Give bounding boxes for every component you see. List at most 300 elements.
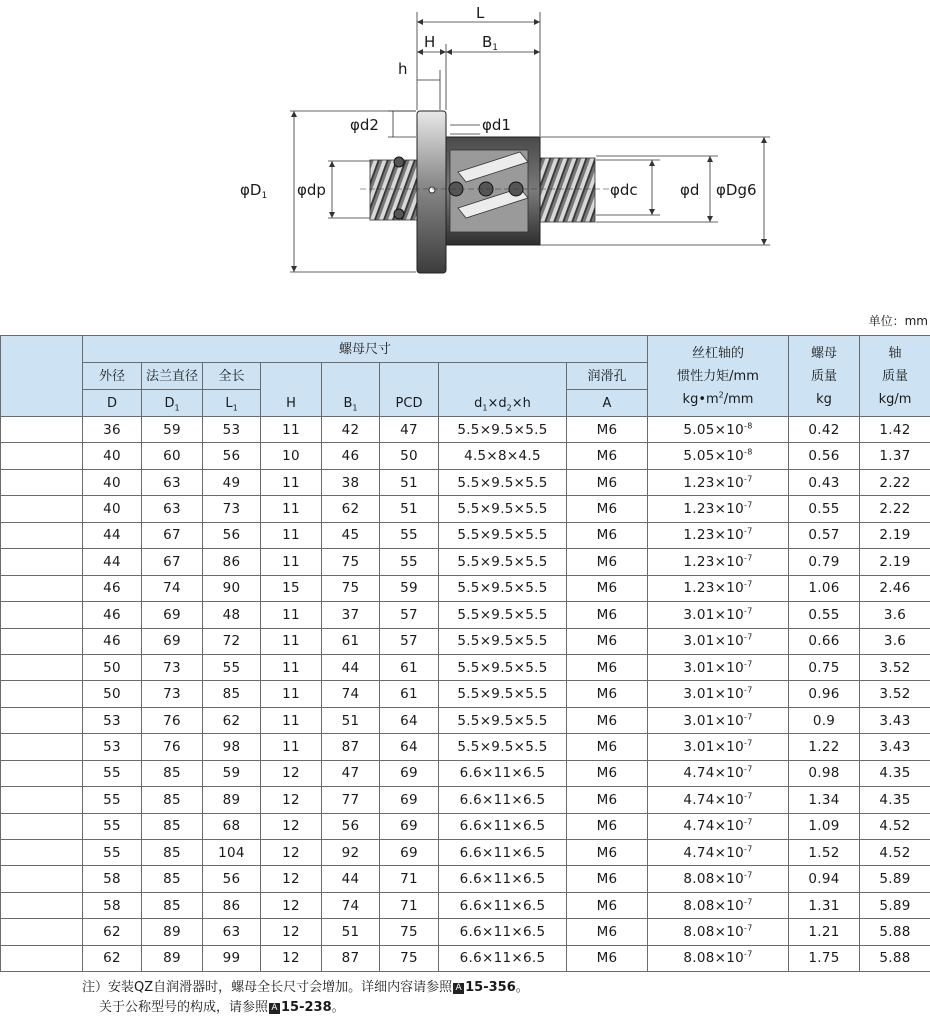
cell-h: 12 (261, 892, 322, 918)
cell-d: 55 (83, 813, 142, 839)
cell-nut-mass: 0.55 (789, 602, 860, 628)
cell-b1: 38 (322, 469, 380, 495)
cell-dh: 5.5×9.5×5.5 (439, 522, 567, 548)
cell-dh: 6.6×11×6.5 (439, 945, 567, 971)
cell-h: 11 (261, 707, 322, 733)
page-ref-icon: A (269, 1003, 280, 1014)
cell-shaft-mass: 5.88 (860, 945, 930, 971)
cell-a: M6 (567, 945, 648, 971)
cell-shaft-mass: 4.52 (860, 813, 930, 839)
cell-d1: 74 (142, 575, 203, 601)
cell-l1: 89 (203, 787, 261, 813)
cell-d1: 69 (142, 602, 203, 628)
table-row (1, 417, 930, 443)
col-D-header: 外径 (83, 363, 142, 390)
cell-nut-mass: 1.52 (789, 840, 860, 866)
cell-d: 40 (83, 496, 142, 522)
cell-a: M6 (567, 654, 648, 680)
cell-shaft-mass: 3.52 (860, 681, 930, 707)
model-cell (1, 734, 83, 760)
cell-h: 11 (261, 628, 322, 654)
cell-h: 12 (261, 866, 322, 892)
cell-inertia: $4.74\times 10^{-7}$ (648, 840, 789, 866)
cell-d: 58 (83, 892, 142, 918)
cell-l1: 56 (203, 522, 261, 548)
cell-shaft-mass: 3.6 (860, 628, 930, 654)
table-row (1, 707, 930, 733)
cell-b1: 45 (322, 522, 380, 548)
cell-inertia: $1.23\times 10^{-7}$ (648, 575, 789, 601)
col-L1-header: 全长 (203, 363, 261, 390)
cell-h: 12 (261, 919, 322, 945)
cell-d1: 85 (142, 840, 203, 866)
cell-h: 11 (261, 602, 322, 628)
col-A-header: 润滑孔 (567, 363, 648, 390)
cell-b1: 51 (322, 707, 380, 733)
cell-d: 58 (83, 866, 142, 892)
cell-d: 62 (83, 919, 142, 945)
cell-dh: 5.5×9.5×5.5 (439, 575, 567, 601)
model-cell (1, 549, 83, 575)
cell-b1: 46 (322, 443, 380, 469)
cell-h: 12 (261, 813, 322, 839)
cell-b1: 87 (322, 945, 380, 971)
cell-dh: 6.6×11×6.5 (439, 892, 567, 918)
cell-b1: 87 (322, 734, 380, 760)
cell-b1: 61 (322, 628, 380, 654)
dim-dc-label: φdc (610, 181, 638, 199)
cell-nut-mass: 0.9 (789, 707, 860, 733)
model-cell (1, 681, 83, 707)
col-L1-symbol: $L_1$ (203, 390, 261, 417)
cell-nut-mass: 0.43 (789, 469, 860, 495)
cell-a: M6 (567, 787, 648, 813)
cell-l1: 85 (203, 681, 261, 707)
cell-dh: 5.5×9.5×5.5 (439, 549, 567, 575)
cell-shaft-mass: 2.19 (860, 522, 930, 548)
cell-l1: 56 (203, 866, 261, 892)
cell-d: 46 (83, 602, 142, 628)
cell-inertia: $1.23\times 10^{-7}$ (648, 549, 789, 575)
cell-d: 50 (83, 681, 142, 707)
cell-a: M6 (567, 417, 648, 443)
cell-d: 36 (83, 417, 142, 443)
cell-pcd: 61 (380, 681, 439, 707)
cell-h: 12 (261, 760, 322, 786)
cell-shaft-mass: 3.43 (860, 734, 930, 760)
cell-b1: 42 (322, 417, 380, 443)
table-row (1, 813, 930, 839)
cell-d1: 85 (142, 813, 203, 839)
cell-b1: 51 (322, 919, 380, 945)
cell-l1: 98 (203, 734, 261, 760)
table-row (1, 443, 930, 469)
cell-dh: 5.5×9.5×5.5 (439, 628, 567, 654)
cell-a: M6 (567, 628, 648, 654)
table-row (1, 602, 930, 628)
cell-inertia: $3.01\times 10^{-7}$ (648, 602, 789, 628)
cell-nut-mass: 1.31 (789, 892, 860, 918)
cell-d1: 59 (142, 417, 203, 443)
col-D-symbol: D (83, 390, 142, 417)
cell-shaft-mass: 3.52 (860, 654, 930, 680)
cell-shaft-mass: 1.42 (860, 417, 930, 443)
cell-b1: 77 (322, 787, 380, 813)
cell-inertia: $3.01\times 10^{-7}$ (648, 707, 789, 733)
cell-b1: 37 (322, 602, 380, 628)
cell-d1: 89 (142, 945, 203, 971)
col-B1-header: $B_1$ (322, 363, 380, 417)
cell-dh: 6.6×11×6.5 (439, 840, 567, 866)
cell-dh: 4.5×8×4.5 (439, 443, 567, 469)
cell-dh: 5.5×9.5×5.5 (439, 602, 567, 628)
cell-a: M6 (567, 866, 648, 892)
cell-nut-mass: 0.94 (789, 866, 860, 892)
cell-h: 11 (261, 522, 322, 548)
cell-shaft-mass: 1.37 (860, 443, 930, 469)
cell-h: 11 (261, 496, 322, 522)
cell-dh: 5.5×9.5×5.5 (439, 707, 567, 733)
cell-l1: 63 (203, 919, 261, 945)
cell-shaft-mass: 2.19 (860, 549, 930, 575)
cell-d1: 67 (142, 522, 203, 548)
model-cell (1, 443, 83, 469)
dim-H-label: H (424, 33, 436, 51)
col-PCD-header: PCD (380, 363, 439, 417)
cell-l1: 86 (203, 892, 261, 918)
table-row (1, 919, 930, 945)
cell-nut-mass: 0.57 (789, 522, 860, 548)
dim-d1-label: φd1 (482, 116, 511, 134)
cell-shaft-mass: 5.89 (860, 866, 930, 892)
cell-h: 10 (261, 443, 322, 469)
cell-l1: 68 (203, 813, 261, 839)
cell-a: M6 (567, 522, 648, 548)
cell-inertia: $4.74\times 10^{-7}$ (648, 760, 789, 786)
col-D1-symbol: $D_1$ (142, 390, 203, 417)
cell-nut-mass: 1.75 (789, 945, 860, 971)
cell-shaft-mass: 4.35 (860, 787, 930, 813)
cell-h: 11 (261, 734, 322, 760)
dim-B1-label: $B_1$ (482, 33, 499, 53)
cell-inertia: $1.23\times 10^{-7}$ (648, 469, 789, 495)
note-line-1: 注）安装QZ自润滑器时，螺母全长尺寸会增加。详细内容请参照 A 15-356。 (82, 980, 529, 995)
cell-shaft-mass: 5.89 (860, 892, 930, 918)
cell-l1: 72 (203, 628, 261, 654)
model-cell (1, 813, 83, 839)
cell-a: M6 (567, 707, 648, 733)
notes (82, 978, 529, 1018)
cell-dh: 6.6×11×6.5 (439, 760, 567, 786)
cell-d: 50 (83, 654, 142, 680)
cell-d: 46 (83, 628, 142, 654)
cell-d1: 73 (142, 654, 203, 680)
table-row (1, 840, 930, 866)
cell-d1: 85 (142, 760, 203, 786)
model-cell (1, 919, 83, 945)
spec-table-body (1, 417, 930, 972)
cell-d: 46 (83, 575, 142, 601)
cell-inertia: $1.23\times 10^{-7}$ (648, 496, 789, 522)
cell-l1: 86 (203, 549, 261, 575)
ball-screw-nut-drawing (0, 0, 930, 300)
dim-L-label: L (476, 4, 485, 22)
cell-nut-mass: 0.66 (789, 628, 860, 654)
cell-pcd: 69 (380, 787, 439, 813)
table-row (1, 866, 930, 892)
cell-inertia: $8.08\times 10^{-7}$ (648, 892, 789, 918)
cell-h: 11 (261, 549, 322, 575)
cell-h: 11 (261, 469, 322, 495)
col-H-header: H (261, 363, 322, 417)
model-cell (1, 707, 83, 733)
cell-nut-mass: 0.98 (789, 760, 860, 786)
screw-thread-right (540, 158, 595, 222)
model-cell (1, 840, 83, 866)
cell-pcd: 71 (380, 892, 439, 918)
cell-h: 12 (261, 945, 322, 971)
cell-h: 12 (261, 787, 322, 813)
cell-inertia: $5.05\times 10^{-8}$ (648, 443, 789, 469)
shaft-mass-header: 轴 质量 kg/m (860, 336, 930, 417)
cell-pcd: 50 (380, 443, 439, 469)
model-cell (1, 469, 83, 495)
cell-dh: 5.5×9.5×5.5 (439, 681, 567, 707)
cell-pcd: 51 (380, 469, 439, 495)
cell-d1: 63 (142, 469, 203, 495)
cell-l1: 99 (203, 945, 261, 971)
cell-nut-mass: 0.96 (789, 681, 860, 707)
cell-h: 11 (261, 654, 322, 680)
cell-pcd: 59 (380, 575, 439, 601)
model-cell (1, 575, 83, 601)
nut-mass-header: 螺母 质量 kg (789, 336, 860, 417)
model-cell (1, 787, 83, 813)
cell-dh: 6.6×11×6.5 (439, 787, 567, 813)
col-A-symbol: A (567, 390, 648, 417)
cell-d: 44 (83, 549, 142, 575)
cell-a: M6 (567, 760, 648, 786)
dim-dp-label: φdp (297, 181, 326, 199)
cell-pcd: 61 (380, 654, 439, 680)
cell-dh: 5.5×9.5×5.5 (439, 417, 567, 443)
cell-l1: 62 (203, 707, 261, 733)
table-row (1, 787, 930, 813)
spec-table (0, 335, 930, 972)
cell-d1: 85 (142, 866, 203, 892)
cell-a: M6 (567, 575, 648, 601)
table-row (1, 734, 930, 760)
cell-h: 11 (261, 417, 322, 443)
table-row (1, 496, 930, 522)
cell-d1: 63 (142, 496, 203, 522)
cell-b1: 62 (322, 496, 380, 522)
cell-nut-mass: 0.56 (789, 443, 860, 469)
cell-pcd: 75 (380, 945, 439, 971)
cell-nut-mass: 0.79 (789, 549, 860, 575)
cell-pcd: 55 (380, 522, 439, 548)
cell-d: 55 (83, 787, 142, 813)
table-row (1, 945, 930, 971)
cell-inertia: $4.74\times 10^{-7}$ (648, 787, 789, 813)
col-dh-header: $d_1\times d_2\times h$ (439, 363, 567, 417)
model-header-cell (1, 336, 83, 417)
cell-inertia: $8.08\times 10^{-7}$ (648, 866, 789, 892)
cell-shaft-mass: 3.6 (860, 602, 930, 628)
cell-l1: 55 (203, 654, 261, 680)
model-cell (1, 892, 83, 918)
cell-b1: 47 (322, 760, 380, 786)
cell-d1: 76 (142, 707, 203, 733)
dim-Dg6-label: φDg6 (716, 181, 757, 199)
model-cell (1, 654, 83, 680)
cell-shaft-mass: 2.46 (860, 575, 930, 601)
cell-d: 44 (83, 522, 142, 548)
cell-pcd: 51 (380, 496, 439, 522)
cell-dh: 5.5×9.5×5.5 (439, 496, 567, 522)
cell-d: 55 (83, 760, 142, 786)
cell-h: 15 (261, 575, 322, 601)
cell-pcd: 71 (380, 866, 439, 892)
cell-a: M6 (567, 602, 648, 628)
cell-d: 55 (83, 840, 142, 866)
cell-d1: 60 (142, 443, 203, 469)
nut-dimensions-header: 螺母尺寸 (83, 336, 648, 363)
cell-a: M6 (567, 549, 648, 575)
cell-d: 40 (83, 469, 142, 495)
cell-pcd: 69 (380, 760, 439, 786)
cell-pcd: 64 (380, 707, 439, 733)
cell-pcd: 69 (380, 813, 439, 839)
cell-shaft-mass: 3.43 (860, 707, 930, 733)
cell-dh: 5.5×9.5×5.5 (439, 654, 567, 680)
cell-inertia: $5.05\times 10^{-8}$ (648, 417, 789, 443)
cell-pcd: 57 (380, 602, 439, 628)
cell-a: M6 (567, 681, 648, 707)
cell-inertia: $1.23\times 10^{-7}$ (648, 522, 789, 548)
cell-nut-mass: 0.42 (789, 417, 860, 443)
cell-inertia: $8.08\times 10^{-7}$ (648, 945, 789, 971)
cell-l1: 53 (203, 417, 261, 443)
cell-l1: 59 (203, 760, 261, 786)
note-line-2: 关于公称型号的构成，请参照 A 15-238。 (99, 1000, 345, 1015)
cell-a: M6 (567, 443, 648, 469)
cell-a: M6 (567, 919, 648, 945)
model-cell (1, 945, 83, 971)
cell-l1: 48 (203, 602, 261, 628)
cell-shaft-mass: 4.35 (860, 760, 930, 786)
cell-dh: 5.5×9.5×5.5 (439, 469, 567, 495)
cell-d: 40 (83, 443, 142, 469)
cell-shaft-mass: 2.22 (860, 469, 930, 495)
model-cell (1, 496, 83, 522)
inertia-header: 丝杠轴的 惯性力矩/mm $kg•m^2/mm$ (648, 336, 789, 417)
cell-h: 12 (261, 840, 322, 866)
cell-nut-mass: 1.06 (789, 575, 860, 601)
cell-pcd: 57 (380, 628, 439, 654)
unit-label: 单位：mm (868, 314, 928, 328)
cell-d1: 67 (142, 549, 203, 575)
cell-pcd: 75 (380, 919, 439, 945)
cell-shaft-mass: 2.22 (860, 496, 930, 522)
cell-d1: 85 (142, 892, 203, 918)
cell-b1: 92 (322, 840, 380, 866)
cell-dh: 6.6×11×6.5 (439, 866, 567, 892)
cell-l1: 49 (203, 469, 261, 495)
cell-nut-mass: 1.09 (789, 813, 860, 839)
cell-d1: 69 (142, 628, 203, 654)
cell-dh: 6.6×11×6.5 (439, 919, 567, 945)
dim-h-label: h (398, 60, 408, 78)
table-row (1, 760, 930, 786)
cell-nut-mass: 0.75 (789, 654, 860, 680)
cell-a: M6 (567, 892, 648, 918)
table-row (1, 681, 930, 707)
cell-inertia: $3.01\times 10^{-7}$ (648, 734, 789, 760)
cell-d1: 76 (142, 734, 203, 760)
cell-d: 53 (83, 734, 142, 760)
cell-a: M6 (567, 734, 648, 760)
table-row (1, 575, 930, 601)
table-row (1, 628, 930, 654)
cell-inertia: $4.74\times 10^{-7}$ (648, 813, 789, 839)
model-cell (1, 417, 83, 443)
cell-b1: 74 (322, 892, 380, 918)
page-ref-icon: A (453, 983, 464, 994)
cell-h: 11 (261, 681, 322, 707)
cell-pcd: 47 (380, 417, 439, 443)
cell-d: 53 (83, 707, 142, 733)
table-row (1, 522, 930, 548)
table-row (1, 654, 930, 680)
cell-d1: 89 (142, 919, 203, 945)
cell-shaft-mass: 5.88 (860, 919, 930, 945)
cell-inertia: $3.01\times 10^{-7}$ (648, 628, 789, 654)
cell-l1: 56 (203, 443, 261, 469)
cell-d1: 85 (142, 787, 203, 813)
model-cell (1, 760, 83, 786)
cell-pcd: 69 (380, 840, 439, 866)
cell-pcd: 64 (380, 734, 439, 760)
cell-b1: 75 (322, 549, 380, 575)
cell-b1: 44 (322, 866, 380, 892)
model-cell (1, 866, 83, 892)
cell-b1: 75 (322, 575, 380, 601)
cell-l1: 73 (203, 496, 261, 522)
cell-inertia: $3.01\times 10^{-7}$ (648, 654, 789, 680)
dim-d2-label: φd2 (350, 116, 379, 134)
cell-a: M6 (567, 496, 648, 522)
cell-inertia: $3.01\times 10^{-7}$ (648, 681, 789, 707)
table-row (1, 549, 930, 575)
model-cell (1, 628, 83, 654)
cell-pcd: 55 (380, 549, 439, 575)
table-row (1, 469, 930, 495)
cell-nut-mass: 1.22 (789, 734, 860, 760)
model-cell (1, 522, 83, 548)
dim-d-label: φd (680, 181, 700, 199)
cell-shaft-mass: 4.52 (860, 840, 930, 866)
dim-D1-label: $\varphi D_1$ (240, 181, 268, 201)
table-row (1, 892, 930, 918)
cell-nut-mass: 1.34 (789, 787, 860, 813)
cell-dh: 6.6×11×6.5 (439, 813, 567, 839)
cell-b1: 56 (322, 813, 380, 839)
cell-b1: 74 (322, 681, 380, 707)
cell-l1: 104 (203, 840, 261, 866)
cell-nut-mass: 1.21 (789, 919, 860, 945)
cell-a: M6 (567, 813, 648, 839)
